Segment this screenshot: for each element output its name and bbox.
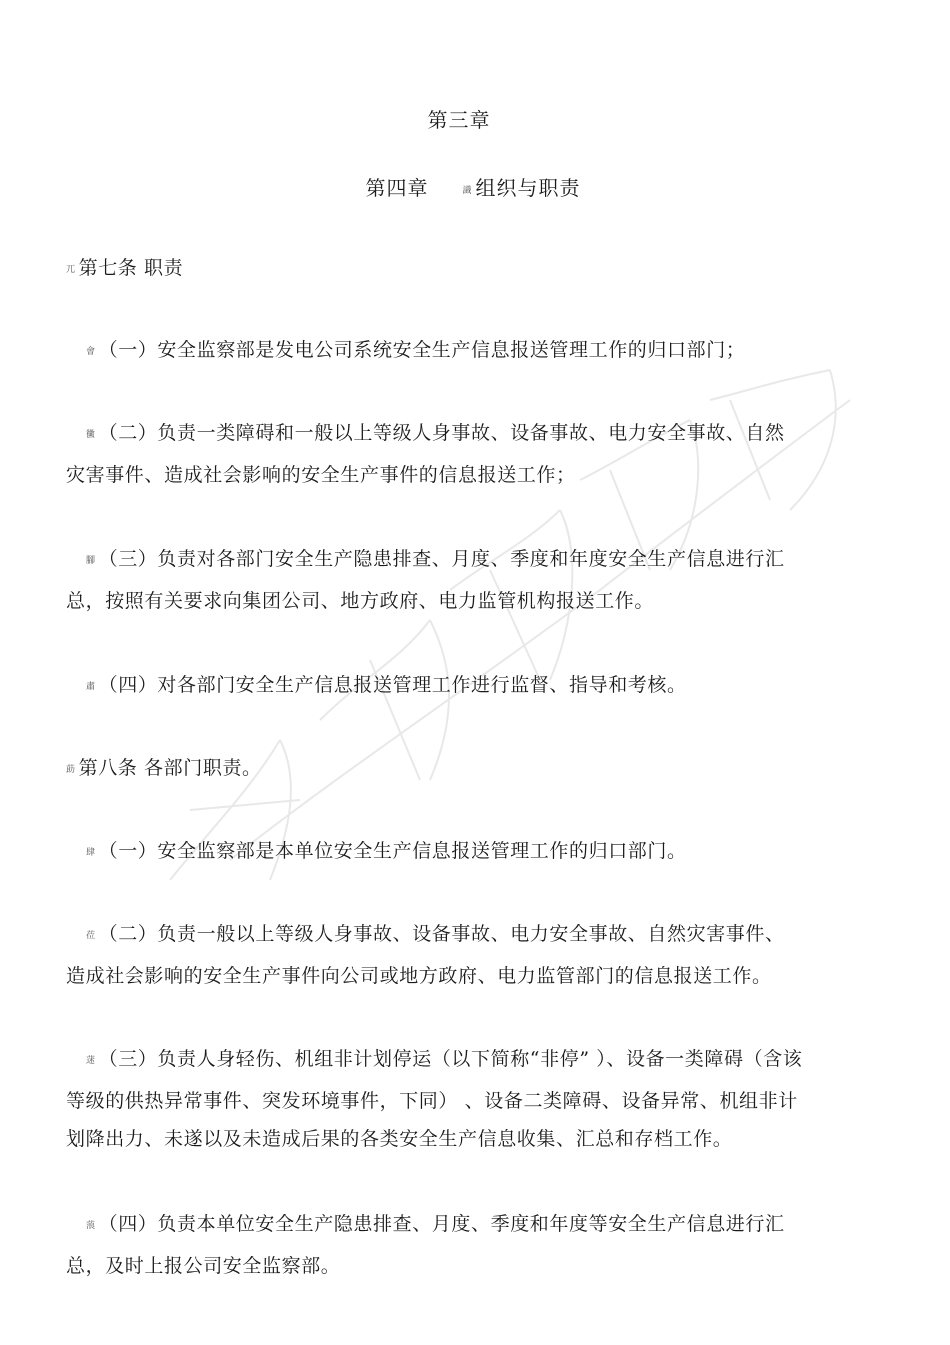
para-marker: 莅 <box>86 931 96 941</box>
para-marker: 肅 <box>86 682 96 692</box>
para-marker: 腳 <box>86 556 96 566</box>
chapter-4-marker: 識 <box>462 186 473 196</box>
article-8-item-2: 莅 （二）负责一般以上等级人身事故、设备事故、电力安全事故、自然灾害事件、 造成社会影响的安全生产事件向公司或地方政府、电力监管部门的信息报送工作。 <box>66 923 785 987</box>
article-7-heading: 兀 第七条 职责 <box>66 257 184 279</box>
article-7-item-1: 會 （一）安全监察部是发电公司系统安全生产信息报送管理工作的归口部门； <box>86 339 746 361</box>
para-marker: 莇 <box>66 765 76 775</box>
para-marker: 肆 <box>86 848 96 858</box>
article-8-item-4: 蒗 （四）负责本单位安全生产隐患排查、月度、季度和年度等安全生产信息进行汇 总，及时上报公司安全监察部。 <box>66 1213 785 1277</box>
para-marker: 蒁 <box>86 1056 96 1066</box>
article-8-heading: 莇 第八条 各部门职责。 <box>66 757 262 779</box>
article-8-item-1: 肆 （一）安全监察部是本单位安全生产信息报送管理工作的归口部门。 <box>86 840 687 862</box>
chapter-4-label: 第四章 <box>365 176 429 200</box>
para-marker: 兀 <box>66 265 76 275</box>
article-7-item-3: 腳 （三）负责对各部门安全生产隐患排查、月度、季度和年度安全生产信息进行汇 总，按照有关要求向集团公司、地方政府、电力监管机构报送工作。 <box>66 548 785 612</box>
article-8-item-3: 蒁 （三）负责人身轻伤、机组非计划停运（以下简称“非停” ）、设备一类障碍（含该 等级的供热异常事件、突发环境事件，下同） 、设备二类障碍、设备异常、机组非计 划降出力、未遂以及未造成后果的各类安全生产信息收集、汇总和存档工作。 <box>66 1048 803 1150</box>
para-marker: 蒗 <box>86 1221 96 1231</box>
article-7-item-4: 肅 （四）对各部门安全生产信息报送管理工作进行监督、指导和考核。 <box>86 674 687 696</box>
para-marker: 黴 <box>86 430 96 440</box>
para-marker: 會 <box>86 347 96 357</box>
chapter-3-heading: 第三章 <box>427 108 491 132</box>
chapter-4-title: 组织与职责 <box>475 176 581 200</box>
chapter-4-heading <box>0 172 948 201</box>
article-7-item-2: 黴 （二）负责一类障碍和一般以上等级人身事故、设备事故、电力安全事故、自然 灾害事件、造成社会影响的安全生产事件的信息报送工作； <box>66 422 785 486</box>
